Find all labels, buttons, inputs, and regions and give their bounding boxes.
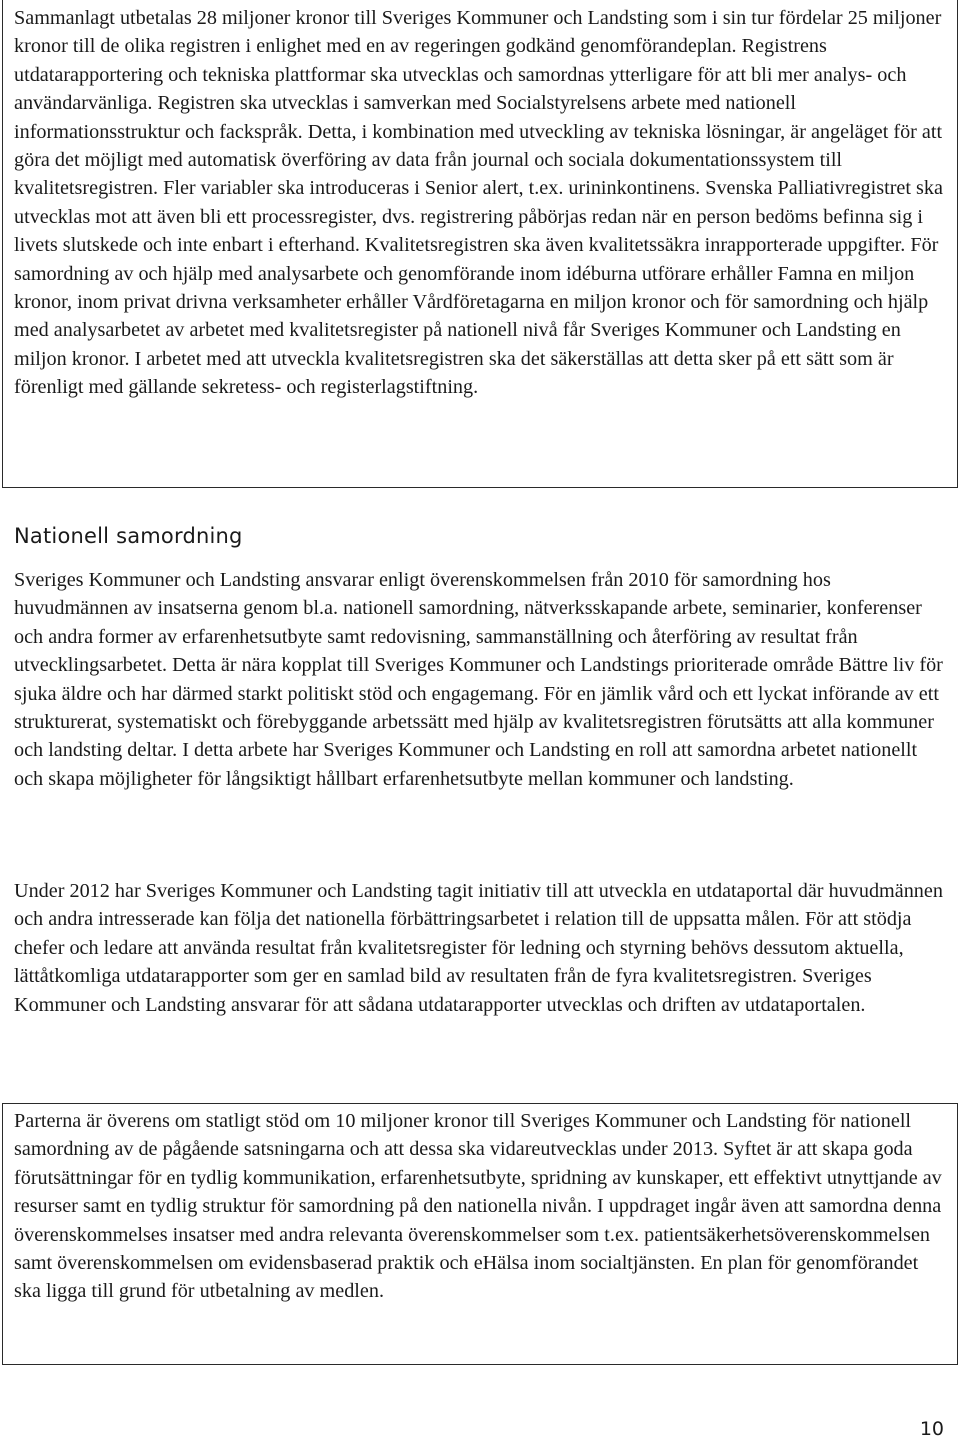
box-top-paragraph: Sammanlagt utbetalas 28 miljoner kronor till Sveriges Kommuner och Landsting som i sin tur fördelar 25 miljoner kronor till de olika registren i enlighet med en av regeringen godkänd genomförandeplan. Registrens utdatarapportering och tekniska plattformar ska utvecklas och samordnas ytterligare för att bli mer analys- och användarvänliga. Registren ska utvecklas i samverkan med Socialstyrelsens arbete med nationell informationsstruktur och fackspråk. Detta, i kombination med utveckling av tekniska lösningar, är angeläget för att göra det möjligt med automatisk överföring av data från journal och sociala dokumentationssystem till kvalitetsregistren. Fler variabler ska introduceras i Senior alert, t.ex. urininkontinens. Svenska Palliativregistret ska utvecklas mot att även bli ett processregister, dvs. registrering påbörjas redan när en person bedöms befinna sig i livets slutskede och inte enbart i efterhand. Kvalitetsregistren ska även kvalitetssäkra inrapporterade uppgifter. För samordning av och hjälp med analysarbete och genomförande inom idéburna utförare erhåller Famna en miljon kronor, inom privat drivna verksamheter erhåller Vårdföretagarna en miljon kronor och för samordning och hjälp med analysarbetet av arbetet med kvalitetsregister på nationell nivå får Sveriges Kommuner och Landsting en miljon kronor. I arbetet med att utveckla kvalitetsregistren ska det säkerställas att detta sker på ett sätt som är förenligt med gällande sekretess- och registerlagstiftning.: [14, 7, 943, 399]
section-heading: Nationell samordning: [14, 524, 243, 548]
section-paragraph-1: Sveriges Kommuner och Landsting ansvarar enligt överenskommelsen från 2010 för samordning hos huvudmännen av insatserna genom bl.a. nationell samordning, nätverksskapande arbete, seminarier, konferenser och andra former av erfarenhetsutbyte samt redovisning, sammanställning och återföring av resultat från utvecklingsarbetet. Detta är nära kopplat till Sveriges Kommuner och Landstings prioriterade område Bättre liv för sjuka äldre och har därmed starkt politiskt stöd och engagemang. För en jämlik vård och ett lyckat införande av ett strukturerat, systematiskt och förebyggande arbetssätt med hjälp av kvalitetsregistren förutsätts att alla kommuner och landsting deltar. I detta arbete har Sveriges Kommuner och Landsting en roll att samordna arbetet nationellt och skapa möjligheter för långsiktigt hållbart erfarenhetsutbyte mellan kommuner och landsting.: [14, 569, 943, 790]
section-paragraph-2: Under 2012 har Sveriges Kommuner och Landsting tagit initiativ till att utveckla en utdataportal där huvudmännen och andra intresserade kan följa det nationella förbättringsarbetet i relation till de uppsatta målen. För att stödja chefer och ledare att använda resultat från kvalitetsregister för ledning och styrning behövs dessutom aktuella, lättåtkomliga utdatarapporter som ger en samlad bild av resultaten från de fyra kvalitetsregistren. Sveriges Kommuner och Landsting ansvarar för att sådana utdatarapporter utvecklas och driften av utdataportalen.: [14, 880, 943, 1016]
box-bottom-paragraph: Parterna är överens om statligt stöd om 10 miljoner kronor till Sveriges Kommuner och Landsting för nationell samordning av de pågående satsningarna och att dessa ska vidareutvecklas under 2013. Syftet är att skapa goda förutsättningar för en tydlig kommunikation, erfarenhetsutbyte, spridning av kunskaper, ett effektivt utnyttjande av resurser samt en tydlig struktur för samordning på den nationella nivån. I uppdraget ingår även att samordna denna överenskommelses insatser med andra relevanta överenskommelser som t.ex. patientsäkerhetsöverenskommelsen samt överenskommelsen om evidensbaserad praktik och eHälsa inom socialtjänsten. En plan för genomförandet ska ligga till grund för utbetalning av medlen.: [14, 1110, 942, 1303]
page-number: 10: [919, 1418, 944, 1440]
